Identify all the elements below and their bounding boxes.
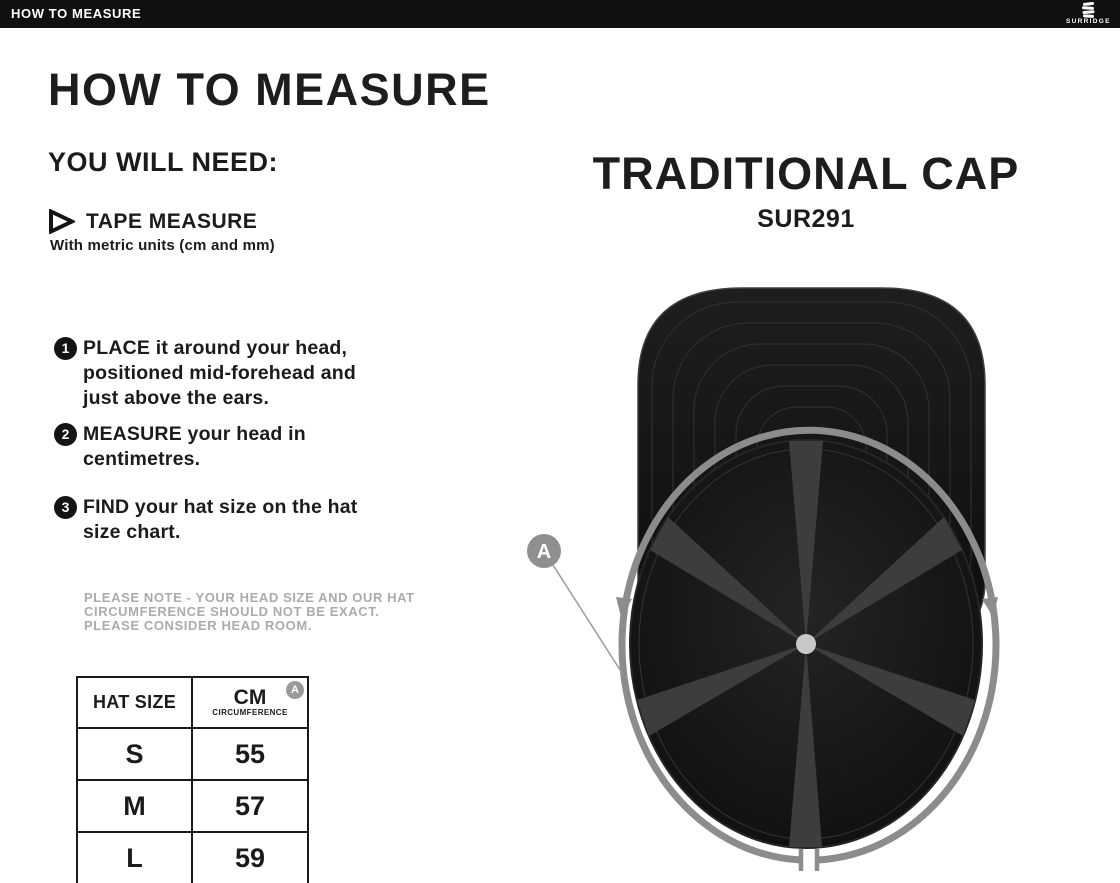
- cm-header-sub: CIRCUMFERENCE: [212, 708, 288, 717]
- step-1-number-badge: 1: [54, 337, 77, 360]
- product-header: [546, 148, 1066, 234]
- step-1-line-2: positioned mid-forehead and: [83, 362, 356, 384]
- surridge-logo: [1066, 1, 1110, 25]
- step-3-line-2: size chart.: [83, 521, 181, 543]
- surridge-s-icon: [1078, 2, 1098, 18]
- cm-cell-s: 55: [192, 728, 308, 780]
- cm-column-header: [192, 677, 308, 728]
- callout-leader-line: [553, 565, 622, 673]
- you-will-need-heading: YOU WILL NEED:: [48, 147, 279, 177]
- step-3-line-1: FIND your hat size on the hat: [83, 496, 358, 518]
- cm-cell-m: 57: [192, 780, 308, 832]
- size-cell-s: S: [77, 728, 192, 780]
- step-1-line-1: PLACE it around your head,: [83, 337, 348, 359]
- step-2-line-1: MEASURE your head in: [83, 423, 306, 445]
- table-row: [77, 832, 308, 883]
- step-3-text: [83, 495, 358, 545]
- hat-size-table: [76, 676, 309, 883]
- measurement-a-badge: A: [286, 681, 304, 699]
- step-2-line-2: centimetres.: [83, 448, 201, 470]
- note-line-3: PLEASE CONSIDER HEAD ROOM.: [84, 617, 312, 633]
- cap-crown: [630, 440, 982, 848]
- step-1: [54, 336, 356, 411]
- tape-measure-label: TAPE MEASURE: [86, 209, 258, 233]
- size-cell-m: M: [77, 780, 192, 832]
- product-code: SUR291: [757, 205, 855, 233]
- page-title: HOW TO MEASURE: [48, 64, 491, 115]
- triangle-right-icon: [48, 209, 75, 234]
- step-1-line-3: just above the ears.: [83, 387, 270, 409]
- tape-measure-note: With metric units (cm and mm): [50, 237, 275, 254]
- table-row: [77, 780, 308, 832]
- measurement-a-callout: [527, 534, 622, 673]
- step-2-text: [83, 422, 306, 472]
- size-cell-l: L: [77, 832, 192, 883]
- step-2-number-badge: 2: [54, 423, 77, 446]
- table-header-row: [77, 677, 308, 728]
- note-line-2: CIRCUMFERENCE SHOULD NOT BE EXACT.: [84, 603, 380, 619]
- step-3: [54, 495, 358, 545]
- top-bar: [0, 0, 1120, 28]
- surridge-brand-text: SURRIDGE: [1066, 18, 1111, 25]
- table-row: [77, 728, 308, 780]
- cm-header-main: CM: [233, 686, 267, 709]
- note-line-1: PLEASE NOTE - YOUR HEAD SIZE AND OUR HAT: [84, 590, 415, 605]
- crown-button: [796, 634, 816, 654]
- hat-size-column-header: HAT SIZE: [77, 677, 192, 728]
- cap-top-view-diagram: [520, 280, 1020, 883]
- cm-cell-l: 59: [192, 832, 308, 883]
- size-disclaimer-note: [84, 591, 415, 632]
- product-name: TRADITIONAL CAP: [592, 148, 1020, 199]
- callout-a-label: A: [536, 541, 552, 563]
- step-1-text: [83, 336, 356, 411]
- step-3-number-badge: 3: [54, 496, 77, 519]
- step-2: [54, 422, 306, 472]
- top-bar-title: HOW TO MEASURE: [11, 6, 142, 21]
- tape-measure-row: [48, 209, 257, 234]
